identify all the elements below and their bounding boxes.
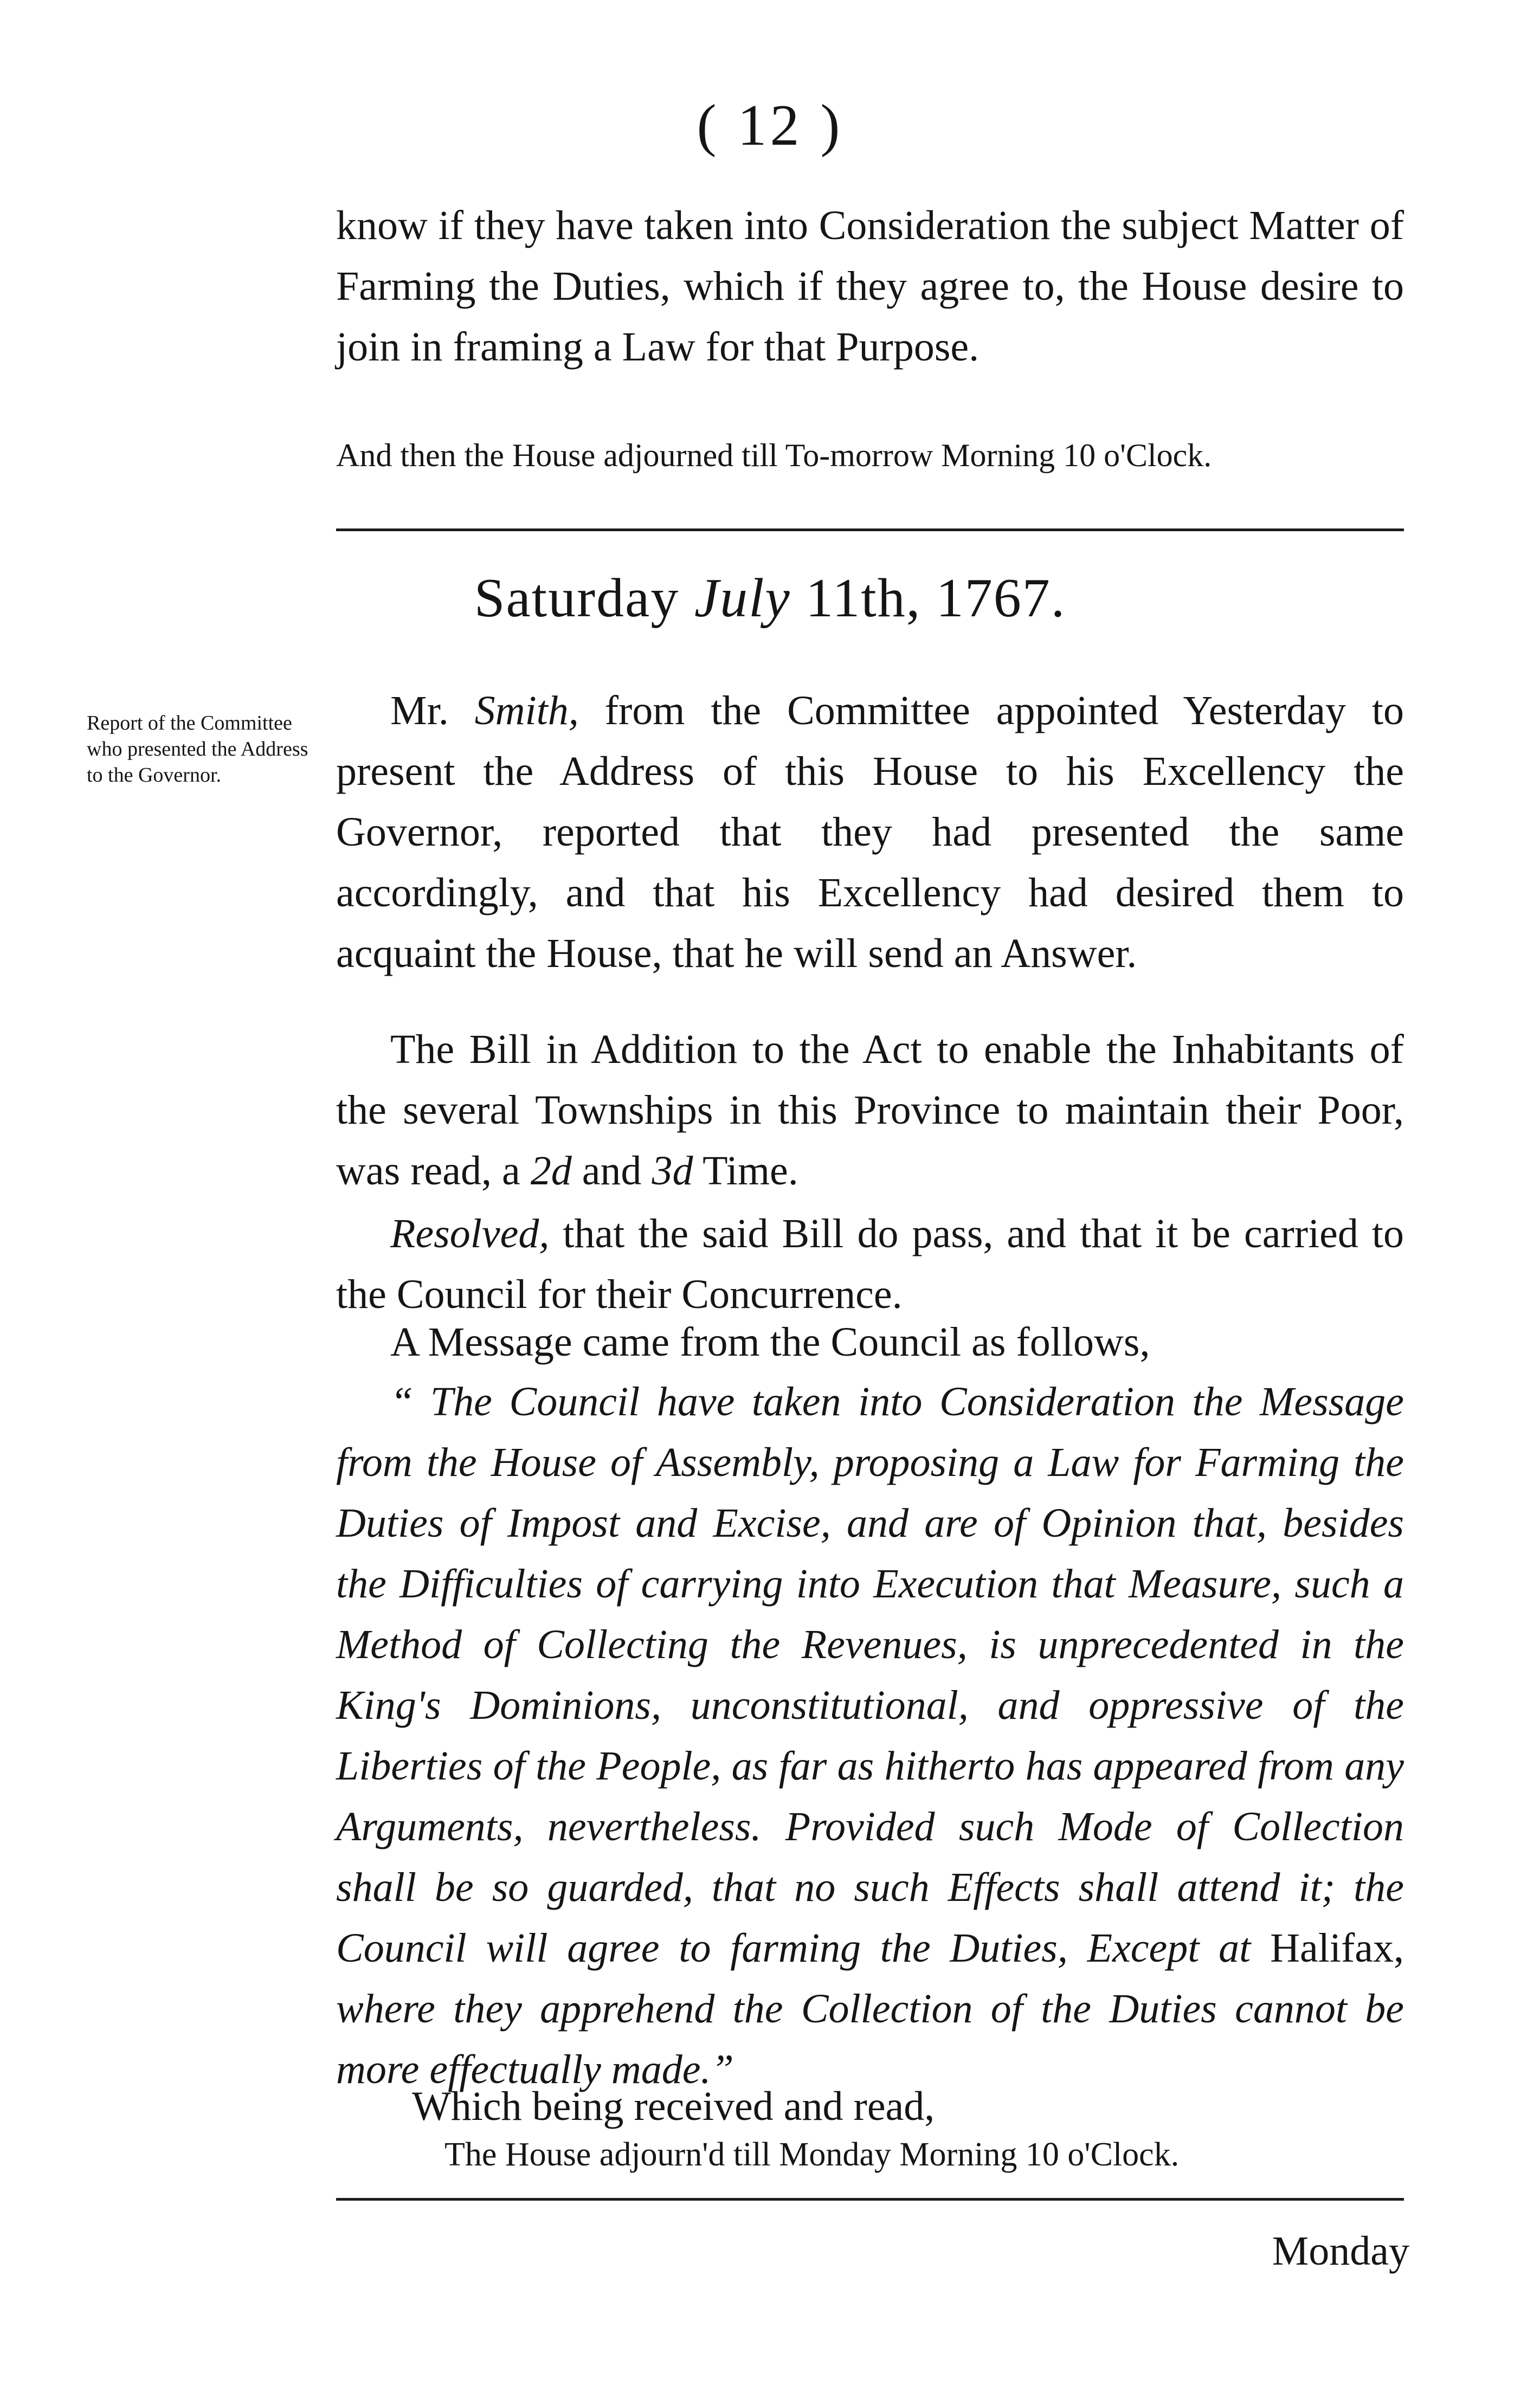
catchword: Monday	[1272, 2228, 1409, 2274]
resolved-text	[336, 1203, 1404, 1325]
report-paragraph	[336, 680, 1404, 984]
bill-second-reading: 2d	[530, 1148, 572, 1194]
quote-text	[336, 1371, 1404, 2100]
bill-time: Time.	[703, 1148, 798, 1194]
date-day: Saturday	[474, 568, 680, 629]
date-rest: 11th, 1767.	[806, 568, 1066, 629]
resolved-body: that the said Bill do pass, and that it be carried to the Council for their Concurrence.	[336, 1211, 1404, 1317]
margin-note: Report of the Committee who presented the Address to the Governor.	[87, 712, 308, 786]
adjournment-text-2: The House adjourn'd till Monday Morning 10 o'Clock.	[444, 2136, 1180, 2173]
report-text	[336, 680, 1404, 984]
date-heading	[0, 566, 1540, 630]
quote-part-1: “ The Council have taken into Consideration the Message from the House of Assembly, proposing a Law for Farming the Duties of Impost and Excise, and are of Opinion that, besides the Difficulties of carrying into Execution that Measure, such a Method of Collecting the Revenues, is unprecedented in the King's Dominions, unconstitutional, and oppressive of the Liberties of the People, as far as hitherto has appeared from any Arguments, nevertheless. Provided such Mode of Collection shall be so guarded, that no such Effects shall attend it; the Council will agree to farming the Duties, Except at	[336, 1379, 1404, 1971]
report-lead: Mr.	[390, 688, 449, 733]
resolved-paragraph	[336, 1203, 1404, 1325]
bill-third-reading: 3d	[652, 1148, 693, 1194]
continuation-paragraph	[336, 195, 1404, 377]
bill-body: The Bill in Addition to the Act to enable the Inhabitants of the several Townships in this Province to maintain their Poor, was read, a	[336, 1027, 1404, 1194]
adjournment-line-1	[336, 434, 1404, 477]
bill-paragraph	[336, 1019, 1404, 1201]
adjournment-line-2	[444, 2133, 1512, 2176]
footer-divider	[336, 2198, 1404, 2201]
date-month: July	[694, 568, 791, 629]
bill-and: and	[582, 1148, 642, 1194]
adjournment-text-1: And then the House adjourned till To-morrow Morning 10 o'Clock.	[336, 437, 1212, 473]
quote-part-2: where they apprehend the Collection of the Duties cannot be more effectually made.”	[336, 1986, 1404, 2092]
bill-text	[336, 1019, 1404, 1201]
received-line	[412, 2076, 1480, 2137]
section-divider	[336, 528, 1404, 531]
report-member-name: Smith,	[474, 688, 579, 733]
page-number: ( 12 )	[697, 93, 843, 158]
message-intro	[336, 1312, 1404, 1372]
council-message-quote	[336, 1371, 1404, 2100]
quote-place: Halifax,	[1270, 1925, 1404, 1971]
received-text: Which being received and read,	[412, 2084, 935, 2129]
message-intro-text: A Message came from the Council as follows,	[390, 1319, 1150, 1365]
report-body: from the Committee appointed Yesterday to present the Address of this House to his Excellency the Governor, reported that they had presented the same accordingly, and that his Excellency had desired them to acquaint the House, that he will send an Answer.	[336, 688, 1404, 976]
continuation-text: know if they have taken into Consideration the subject Matter of Farming the Duties, which if they agree to, the House desire to join in framing a Law for that Purpose.	[336, 203, 1404, 370]
resolved-word: Resolved,	[390, 1211, 550, 1256]
